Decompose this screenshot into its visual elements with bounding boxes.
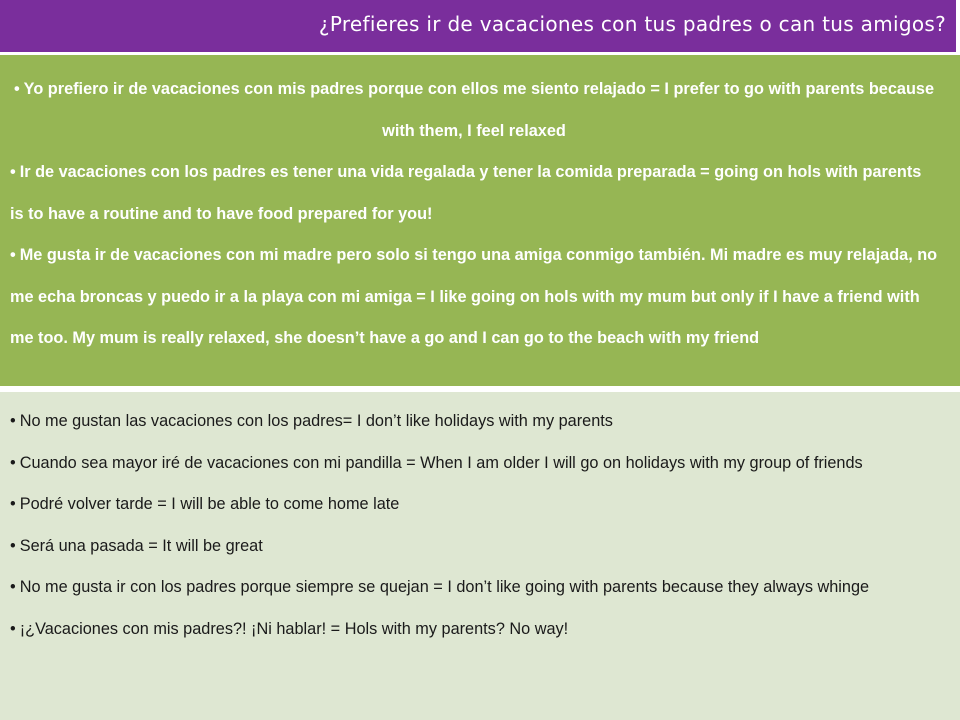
list-item-text: Será una pasada = It will be great (19, 536, 263, 555)
list-item (10, 567, 946, 609)
title-bar (0, 0, 956, 55)
list-item (10, 235, 938, 360)
bullet-icon: • (10, 536, 16, 555)
list-item-text: Podré volver tarde = I will be able to come home late (19, 495, 400, 513)
negative-opinions-box (0, 392, 960, 720)
bullet-icon: • (13, 80, 20, 98)
list-item (10, 69, 938, 152)
list-item-text: No me gusta ir con los padres porque siempre se quejan = I don’t like going with parents because they always whinge (19, 578, 870, 596)
negative-opinions-list (10, 401, 946, 650)
list-item-text: ¡¿Vacaciones con mis padres?! ¡Ni hablar! = Hols with my parents? No way! (19, 619, 569, 638)
bullet-icon: • (10, 619, 16, 638)
bullet-icon: • (10, 412, 16, 430)
bullet-icon: • (10, 578, 16, 596)
list-item (10, 526, 946, 568)
bullet-icon: • (10, 495, 16, 513)
bullet-icon: • (10, 453, 16, 472)
list-item (10, 152, 938, 235)
bullet-icon: • (10, 163, 16, 181)
list-item-text: Yo prefiero ir de vacaciones con mis padres porque con ellos me siento relajado = I prefer to go with parents because with them, I feel relaxed (23, 80, 935, 140)
list-item (10, 484, 946, 526)
list-item (10, 401, 946, 443)
positive-opinions-box (0, 55, 960, 389)
slide-title: ¿Prefieres ir de vacaciones con tus padres o can tus amigos? (318, 12, 946, 36)
list-item (10, 609, 946, 651)
list-item (10, 443, 946, 485)
list-item-text: Cuando sea mayor iré de vacaciones con mi pandilla = When I am older I will go on holidays with my group of friends (19, 453, 863, 472)
positive-opinions-list (10, 69, 938, 360)
bullet-icon: • (10, 246, 16, 264)
list-item-text: No me gustan las vacaciones con los padres= I don’t like holidays with my parents (19, 412, 613, 430)
list-item-text: Ir de vacaciones con los padres es tener una vida regalada y tener la comida preparada = going on hols with parents is to have a routine and to have food prepared for you! (10, 163, 922, 223)
list-item-text: Me gusta ir de vacaciones con mi madre pero solo si tengo una amiga conmigo también. Mi madre es muy relajada, no me echa broncas y puedo ir a la playa con mi amiga = I like going on hols with my mum but only if I have a friend with me too. My mum is really relaxed, she doesn’t have a go and I can go to the beach with my friend (10, 246, 938, 347)
